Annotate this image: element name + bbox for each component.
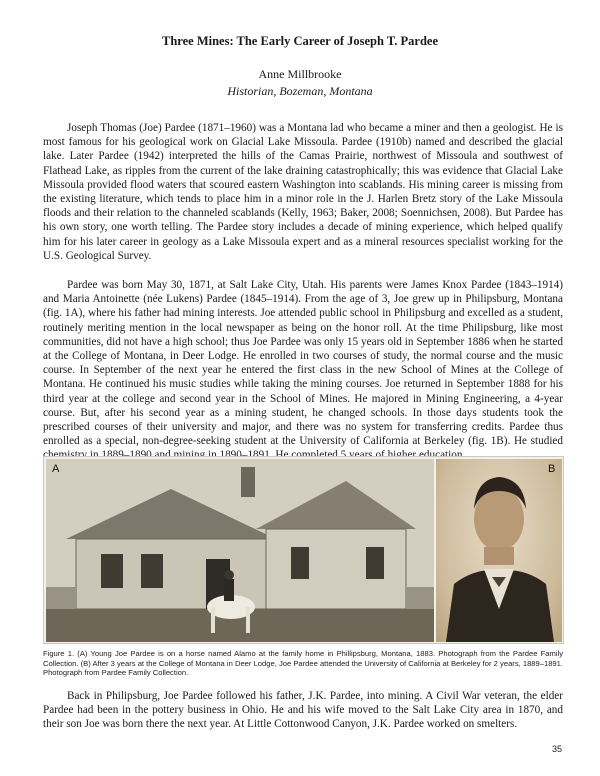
body-section-1 <box>43 121 563 263</box>
paragraph-3: Back in Philipsburg, Joe Pardee followed his father, J.K. Pardee, into mining. A Civil War veteran, the elder Pardee had been in the pottery business in Ohio. He and his wife moved to the Salt Lake City area in 1870, and their son Joe was born there the next year. At Little Cottonwood Canyon, J.K. Pardee worked on smelters. <box>43 690 563 731</box>
author-affiliation: Historian, Bozeman, Montana <box>227 84 373 98</box>
body-section-2 <box>43 278 563 463</box>
figure-caption: Figure 1. (A) Young Joe Pardee is on a horse named Alamo at the family home in Phillipsburg, Montana, 1883. Photograph from the Pardee Family Collection. (B) After 3 years at the College of Montana in Deer Lodge, Joe Pardee attended the University of California at Berkeley for 2 years, 1889–1891. Photograph from Pardee Family Collection. <box>43 649 563 678</box>
page-number: 35 <box>551 744 562 754</box>
figure-1 <box>43 456 564 644</box>
figure-label-a: A <box>52 463 60 475</box>
author-name: Anne Millbrooke <box>258 67 342 81</box>
article-title: Three Mines: The Early Career of Joseph T. Pardee <box>161 34 438 48</box>
body-section-3 <box>43 689 563 732</box>
figure-1a-photo <box>46 459 434 642</box>
portrait-photo <box>436 459 562 642</box>
figure-label-b: B <box>548 463 556 475</box>
house-with-horse-photo <box>46 459 434 642</box>
paragraph-2: Pardee was born May 30, 1871, at Salt Lake City, Utah. His parents were James Knox Pardee (1843–1914) and Maria Antoinette (née Lukens) Pardee (1845–1914). From the age of 3, Joe grew up in Philipsburg, Montana (fig. 1A), where his father had mining interests. Joe attended public school in Philipsburg and excelled as a student, routinely meriting mention in the local newspaper as being on the honor roll. At the time Philipsburg, like most communities, did not have a high school; thus Joe Pardee was only 15 years old in September 1886 when he started at the College of Montana, in Deer Lodge. He enrolled in two courses of study, the normal course and the music course. In September of the next year he entered the first class in the new School of Mines at the College of Montana. He continued his music studies while taking the mining courses. Joe returned in September 1888 for his third year at the college and second year in the School of Mines. He majored in Mining Engineering, a 4-year course. But, after his second year as a mining student, he changed schools. In those days students took the prescribed courses of their university and major, and there was no system for transferring credits. Pardee thus enrolled as a special, non-degree-seeking student at the University of California at Berkeley (fig. 1B). He studied <box>43 279 563 448</box>
figure-1b-photo <box>436 459 562 642</box>
paragraph-1: Joseph Thomas (Joe) Pardee (1871–1960) was a Montana lad who became a miner and then a geologist. He is most famous for his geological work on Glacial Lake Missoula. Pardee (1910b) named and described the glacial lake. Later Pardee (1942) interpreted the hills of the Camas Prairie, northwest of Missoula and southwest of Flathead Lake, as ripples from the current of the lake draining catastrophically; this was evidence that Glacial Lake Missoula provided flood waters that scoured eastern Washington into scablands. His mining career is missing from the existing literature, which tends to place him in a minor role in the J. Harlen Bretz story of the Lake Missoula floods and their relation to the channeled scablands (Kelly, 1963; Baker, 2008; Soennichsen, 2008). But Pardee has his own story, one worth telling. The Pardee story includes a decade of mining experience, which helped qualify him for his later career in geology as a Lake Missoula expert and as a mineral resources specialist working for the U.S. Geological Survey. <box>43 122 563 262</box>
